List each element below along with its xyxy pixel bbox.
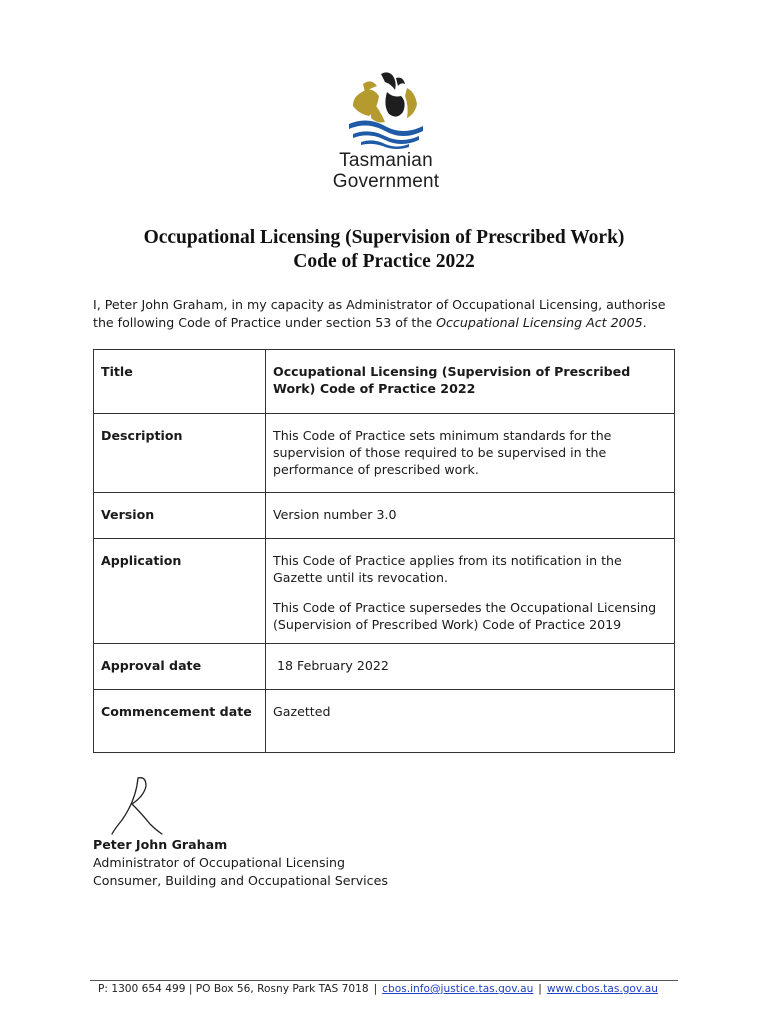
row-value (266, 493, 675, 539)
code-of-practice-table (93, 349, 675, 753)
table-row-version (94, 493, 675, 539)
logo-line-1: Tasmanian (339, 150, 433, 171)
document-title-line-2: Code of Practice 2022 (293, 251, 475, 272)
row-value (266, 690, 675, 753)
table-row-commencement-date (94, 690, 675, 753)
signatory-position: Administrator of Occupational Licensing (93, 855, 345, 870)
tasmanian-government-logo (316, 70, 456, 195)
table-row-title (94, 350, 675, 414)
row-label: Commencement date (94, 690, 266, 753)
row-label: Title (94, 350, 266, 414)
footer-separator: | (538, 983, 542, 995)
signatory-block (93, 836, 388, 890)
logo-wordmark (316, 150, 456, 192)
row-value-text: This Code of Practice sets minimum standards for the supervision of those required to be supervised in the performance of prescribed work. (273, 428, 612, 477)
handwritten-signature (100, 770, 180, 842)
signatory-name: Peter John Graham (93, 837, 228, 852)
authorisation-paragraph (93, 296, 683, 332)
document-title (60, 226, 708, 274)
footer-separator: | (373, 983, 378, 995)
document-title-line-1: Occupational Licensing (Supervision of Prescribed Work) (143, 227, 625, 248)
row-value (266, 350, 675, 414)
row-value-text: This Code of Practice applies from its notification in the Gazette until its revocation. (273, 553, 622, 585)
footer-email-link[interactable]: cbos.info@justice.tas.gov.au (382, 983, 534, 995)
intro-text: I, Peter John Graham, in my capacity as Administrator of Occupational Licensing, authorise the following Code of Practice under section 53 of the (93, 297, 666, 330)
row-label: Version (94, 493, 266, 539)
row-value (266, 414, 675, 493)
intro-act-name: Occupational Licensing Act 2005 (436, 315, 643, 330)
table-row-description (94, 414, 675, 493)
signatory-organisation: Consumer, Building and Occupational Services (93, 873, 388, 888)
row-label: Approval date (94, 644, 266, 690)
table-row-application (94, 539, 675, 644)
tasmanian-devil-emblem-icon (341, 70, 431, 150)
row-value-text: Version number 3.0 (273, 507, 397, 522)
row-value (266, 539, 675, 644)
row-label: Description (94, 414, 266, 493)
footer-contact: P: 1300 654 499 | PO Box 56, Rosny Park TAS 7018 (98, 983, 369, 995)
footer-website-link[interactable]: www.cbos.tas.gov.au (546, 983, 658, 995)
row-value-text: Gazetted (273, 704, 331, 719)
row-value-text-2: This Code of Practice supersedes the Occupational Licensing (Supervision of Prescribed Work) Code of Practice 2019 (273, 600, 657, 632)
row-value (266, 644, 675, 690)
table-row-approval-date (94, 644, 675, 690)
row-value-text: Occupational Licensing (Supervision of Prescribed Work) Code of Practice 2022 (273, 364, 631, 396)
logo-line-2: Government (332, 171, 440, 192)
row-value-text: 18 February 2022 (273, 658, 389, 673)
footer (98, 982, 678, 997)
footer-divider (90, 980, 678, 981)
intro-end: . (642, 315, 647, 330)
row-label: Application (94, 539, 266, 644)
